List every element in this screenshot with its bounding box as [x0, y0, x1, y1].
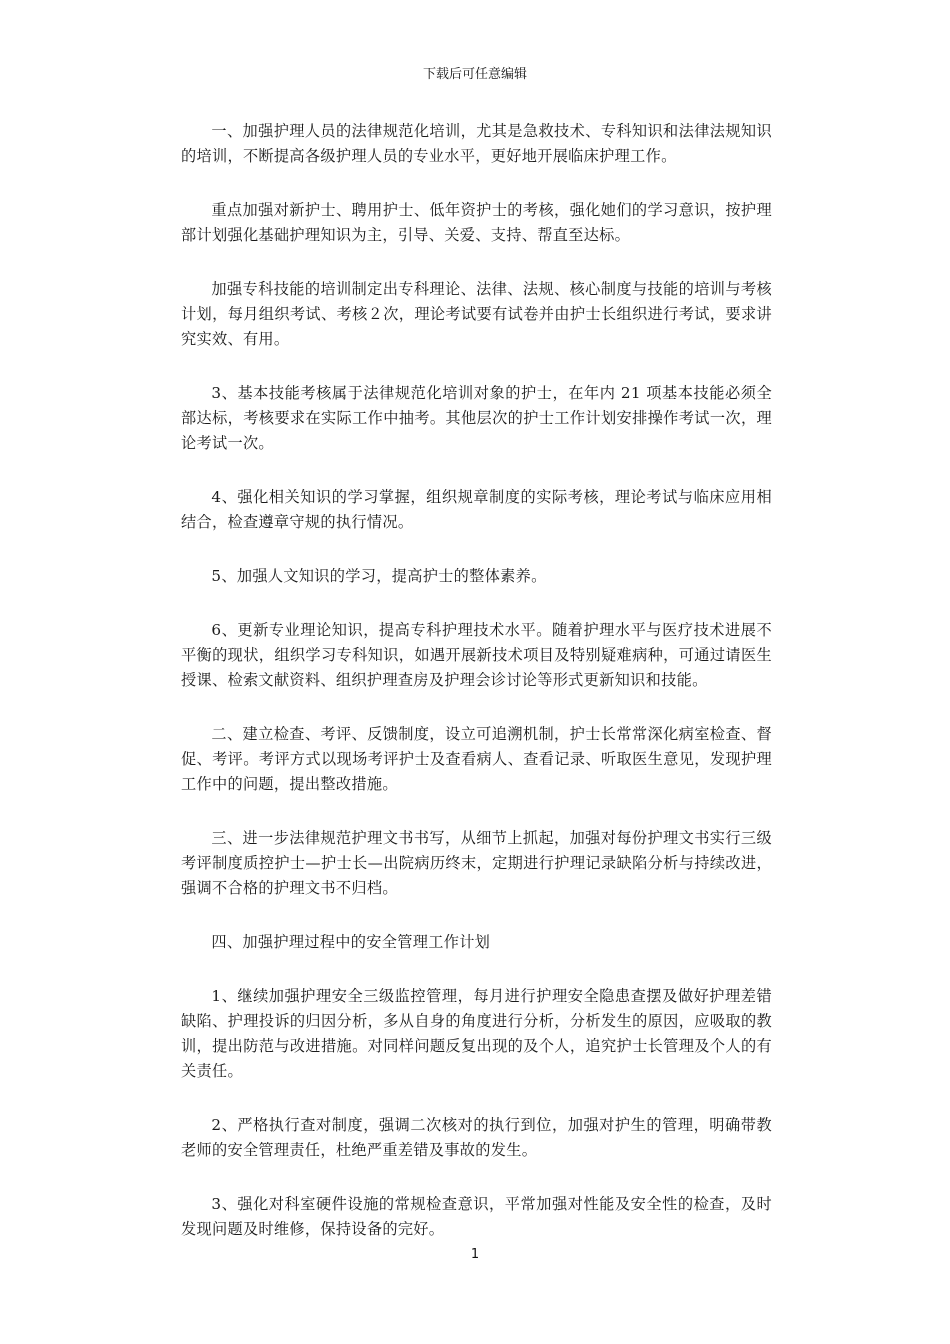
paragraph-5: 4、强化相关知识的学习掌握，组织规章制度的实际考核，理论考试与临床应用相结合，检查遵章守规的执行情况。: [181, 488, 772, 531]
paragraph-9: 三、进一步法律规范护理文书书写，从细节上抓起，加强对每份护理文书实行三级考评制度质控护士—护士长—出院病历终末，定期进行护理记录缺陷分析与持续改进，强调不合格的护理文书不归档。: [181, 829, 772, 897]
paragraph-12: 2、严格执行查对制度，强调二次核对的执行到位，加强对护生的管理，明确带教老师的安全管理责任，杜绝严重差错及事故的发生。: [181, 1116, 772, 1159]
paragraph-3: 加强专科技能的培训制定出专科理论、法律、法规、核心制度与技能的培训与考核计划，每月组织考试、考核２次，理论考试要有试卷并由护士长组织进行考试，要求讲究实效、有用。: [181, 280, 772, 348]
paragraph-7: 6、更新专业理论知识，提高专科护理技术水平。随着护理水平与医疗技术进展不平衡的现状，组织学习专科知识，如遇开展新技术项目及特别疑难病种，可通过请医生授课、检索文献资料、组织护理查房及护理会诊讨论等形式更新知识和技能。: [181, 621, 772, 689]
document-body: [181, 119, 772, 1242]
paragraph-13: 3、强化对科室硬件设施的常规检查意识，平常加强对性能及安全性的检查，及时发现问题及时维修，保持设备的完好。: [181, 1195, 772, 1238]
paragraph-8: 二、建立检查、考评、反馈制度，设立可追溯机制，护士长常常深化病室检查、督促、考评。考评方式以现场考评护士及查看病人、查看记录、听取医生意见，发现护理工作中的问题，提出整改措施。: [181, 725, 772, 793]
paragraph-2: 重点加强对新护士、聘用护士、低年资护士的考核，强化她们的学习意识，按护理部计划强化基础护理知识为主，引导、关爱、支持、帮直至达标。: [181, 201, 772, 244]
paragraph-1: 一、加强护理人员的法律规范化培训，尤其是急救技术、专科知识和法律法规知识的培训，不断提高各级护理人员的专业水平，更好地开展临床护理工作。: [181, 122, 772, 165]
page-number: 1: [470, 1247, 480, 1262]
paragraph-6: 5、加强人文知识的学习，提高护士的整体素养。: [211, 567, 547, 585]
paragraph-4: 3、基本技能考核属于法律规范化培训对象的护士，在年内 21 项基本技能必须全部达标，考核要求在实际工作中抽考。其他层次的护士工作计划安排操作考试一次，理论考试一次。: [181, 384, 772, 452]
paragraph-11: 1、继续加强护理安全三级监控管理，每月进行护理安全隐患查摆及做好护理差错缺陷、护理投诉的归因分析，多从自身的角度进行分析，分析发生的原因，应吸取的教训，提出防范与改进措施。对同样问题反复出现的及个人，追究护士长管理及个人的有关责任。: [181, 987, 772, 1080]
page-header: 下载后可任意编辑: [422, 67, 527, 82]
section-heading-safety: 四、加强护理过程中的安全管理工作计划: [211, 933, 491, 951]
